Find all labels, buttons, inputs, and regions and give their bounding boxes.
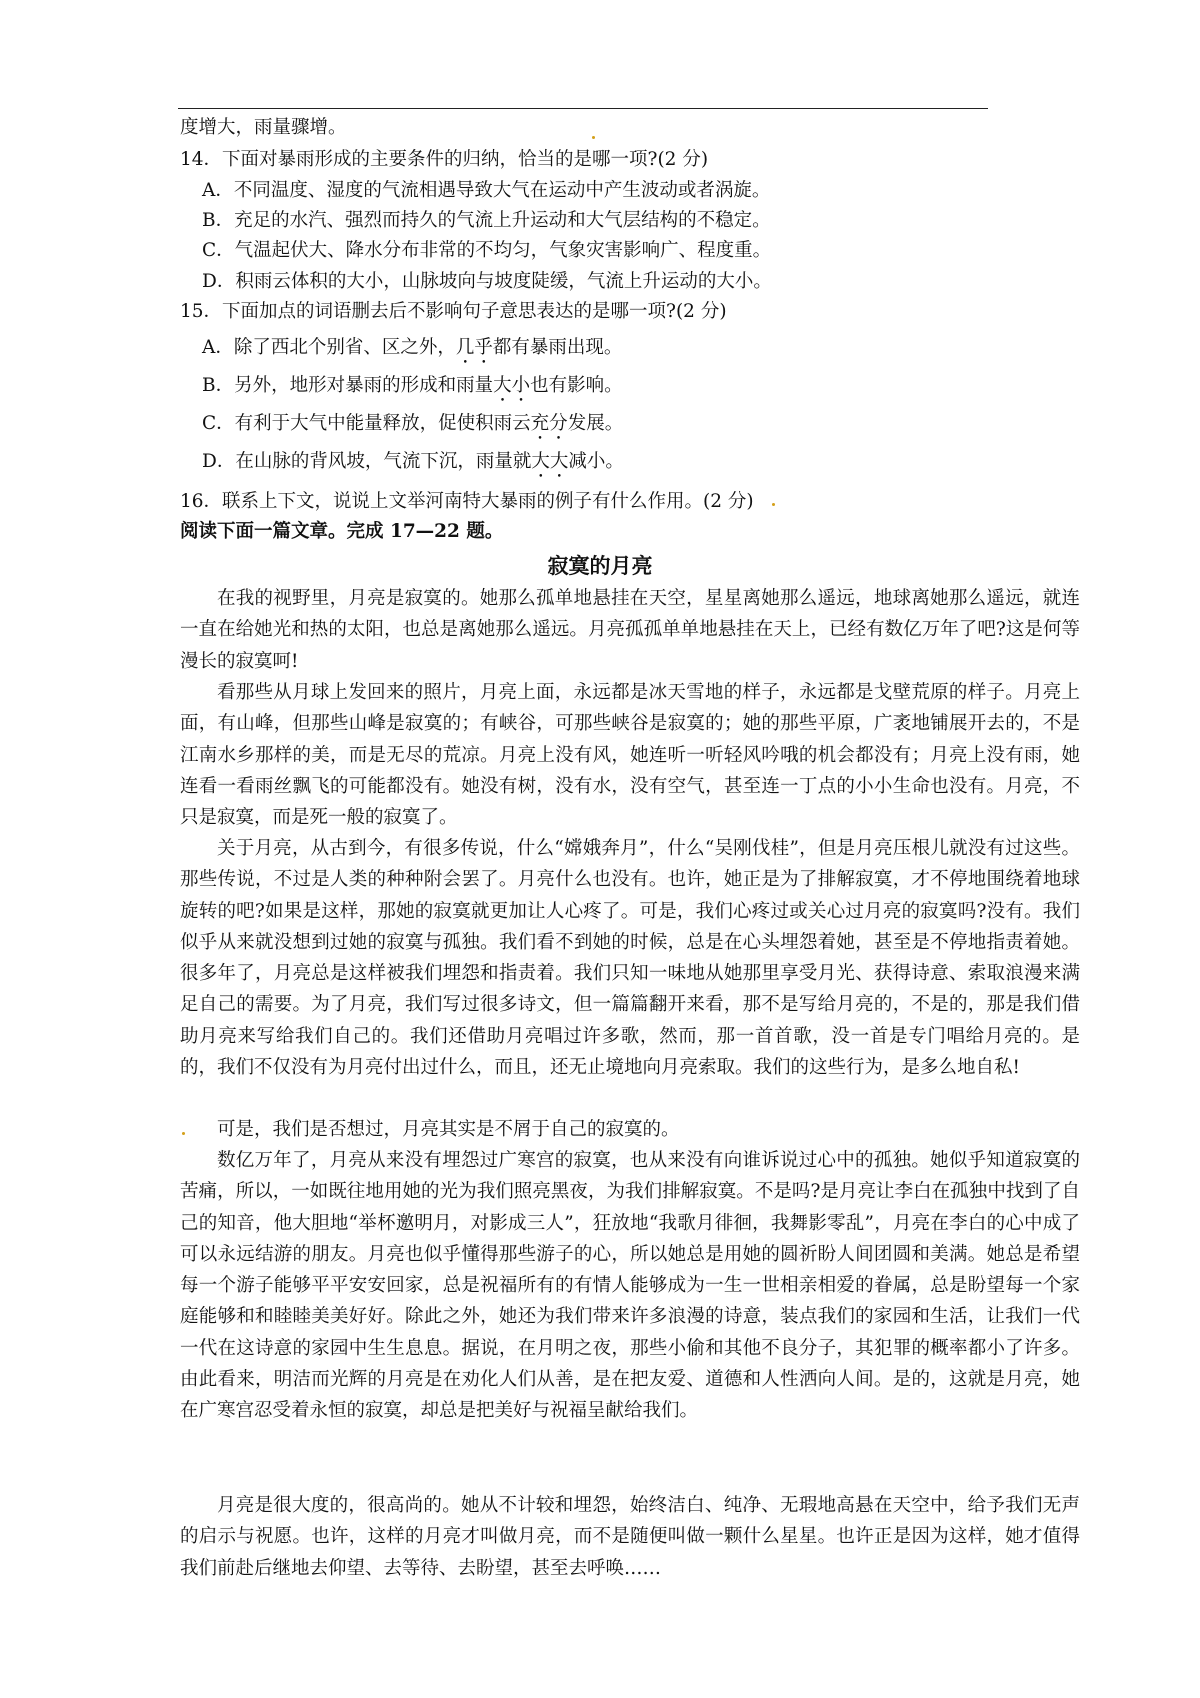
article-title: 寂寞的月亮 <box>547 553 653 578</box>
article-paragraph-6: 月亮是很大度的，很高尚的。她从不计较和埋怨，始终洁白、纯净、无瑕地高悬在天空中，给予我们无声的启示与祝愿。也许，这样的月亮才叫做月亮，而不是随便叫做一颗什么星星。也许正是因为这样，她才值得我们前赴后继地去仰望、去等待、去盼望，甚至去呼唤…… <box>180 1495 1080 1579</box>
emphasis-dotted-word: 几乎 <box>455 337 493 358</box>
reading-instruction: 阅读下面一篇文章。完成 17—22 题。 <box>180 521 504 542</box>
header-rule <box>178 108 988 109</box>
question-14-option-d: D．积雨云体积的大小，山脉坡向与坡度陡缓，气流上升运动的大小。 <box>202 271 772 292</box>
question-15-option-d: D．在山脉的背风坡，气流下沉，雨量就大大减小。 <box>202 451 624 472</box>
question-15-option-c: C．有利于大气中能量释放，促使积雨云充分发展。 <box>202 413 624 434</box>
scan-speck <box>592 136 595 139</box>
scan-speck <box>182 1132 185 1135</box>
emphasis-dotted-word: 大小 <box>493 375 531 396</box>
intro-tail-text: 度增大，雨量骤增。 <box>180 117 347 138</box>
scan-speck <box>772 503 775 506</box>
article-paragraph-3: 关于月亮，从古到今，有很多传说，什么“嫦娥奔月”，什么“吴刚伐桂”，但是月亮压根儿就没有过这些。那些传说，不过是人类的种种附会罢了。月亮什么也没有。也许，她正是为了排解寂寞，才不停地围绕着地球旋转的吧?如果是这样，那她的寂寞就更加让人心疼了。可是，我们心疼过或关心过月亮的寂寞吗?没有。我们似乎从来就没想到过她的寂寞与孤独。我们看不到她的时候，总是在心头埋怨着她，甚至是不停地指责着她。很多年了，月亮总是这样被我们埋怨和指责着。我们只知一味地从她那里享受月光、获得诗意、索取浪漫来满足自己的需要。为了月亮，我们写过很多诗文，但一篇篇翻开来看，那不是写给月亮的，不是的，那是我们借助月亮来写给我们自己的。我们还借助月亮唱过许多歌，然而，那一首首歌，没一首是专门唱给月亮的。是的，我们不仅没有为月亮付出过什么，而且，还无止境地向月亮索取。我们的这些行为，是多么地自私! <box>180 838 1080 1079</box>
question-14-option-b: B．充足的水汽、强烈而持久的气流上升运动和大气层结构的不稳定。 <box>202 210 771 231</box>
emphasis-dotted-word: 充分 <box>530 413 568 434</box>
question-16-stem: 16．联系上下文，说说上文举河南特大暴雨的例子有什么作用。(2 分) <box>180 491 754 512</box>
question-15-option-a: A．除了西北个别省、区之外，几乎都有暴雨出现。 <box>202 337 623 358</box>
emphasis-dotted-word: 大大 <box>531 451 569 472</box>
article-paragraph-1: 在我的视野里，月亮是寂寞的。她那么孤单地悬挂在天空，星星离她那么遥远，地球离她那么遥远，就连一直在给她光和热的太阳，也总是离她那么遥远。月亮孤孤单单地悬挂在天上，已经有数亿万年了吧?这是何等漫长的寂寞呵! <box>180 588 1080 672</box>
question-15-stem: 15．下面加点的词语删去后不影响句子意思表达的是哪一项?(2 分) <box>180 301 727 322</box>
article-paragraph-2: 看那些从月球上发回来的照片，月亮上面，永远都是冰天雪地的样子，永远都是戈壁荒原的样子。月亮上面，有山峰，但那些山峰是寂寞的；有峡谷，可那些峡谷是寂寞的；她的那些平原，广袤地铺展开去的，不是江南水乡那样的美，而是无尽的荒凉。月亮上没有风，她连听一听轻风吟哦的机会都没有；月亮上没有雨，她连看一看雨丝飘飞的可能都没有。她没有树，没有水，没有空气，甚至连一丁点的小小生命也没有。月亮，不只是寂寞，而是死一般的寂寞了。 <box>180 682 1080 829</box>
article-paragraph-4: 可是，我们是否想过，月亮其实是不屑于自己的寂寞的。 <box>217 1119 680 1140</box>
question-14-option-a: A．不同温度、湿度的气流相遇导致大气在运动中产生波动或者涡旋。 <box>202 180 771 201</box>
article-paragraph-5: 数亿万年了，月亮从来没有埋怨过广寒宫的寂寞，也从来没有向谁诉说过心中的孤独。她似乎知道寂寞的苦痛，所以，一如既往地用她的光为我们照亮黑夜，为我们排解寂寞。不是吗?是月亮让李白在孤独中找到了自己的知音，他大胆地“举杯邀明月，对影成三人”，狂放地“我歌月徘徊，我舞影零乱”，月亮在李白的心中成了可以永远结游的朋友。月亮也似乎懂得那些游子的心，所以她总是用她的圆祈盼人间团圆和美满。她总是希望每一个游子能够平平安安回家，总是祝福所有的有情人能够成为一生一世相亲相爱的眷属，总是盼望每一个家庭能够和和睦睦美美好好。除此之外，她还为我们带来许多浪漫的诗意，装点我们的家园和生活，让我们一代一代在这诗意的家园中生生息息。据说，在月明之夜，那些小偷和其他不良分子，其犯罪的概率都小了许多。由此看来，明洁而光辉的月亮是在劝化人们从善，是在把友爱、道德和人性洒向人间。是的，这就是月亮，她在广寒宫忍受着永恒的寂寞，却总是把美好与祝福呈献给我们。 <box>180 1150 1080 1422</box>
question-14-stem: 14．下面对暴雨形成的主要条件的归纳，恰当的是哪一项?(2 分) <box>180 149 709 170</box>
question-14-option-c: C．气温起伏大、降水分布非常的不均匀，气象灾害影响广、程度重。 <box>202 240 772 261</box>
question-15-option-b: B．另外，地形对暴雨的形成和雨量大小也有影响。 <box>202 375 623 396</box>
